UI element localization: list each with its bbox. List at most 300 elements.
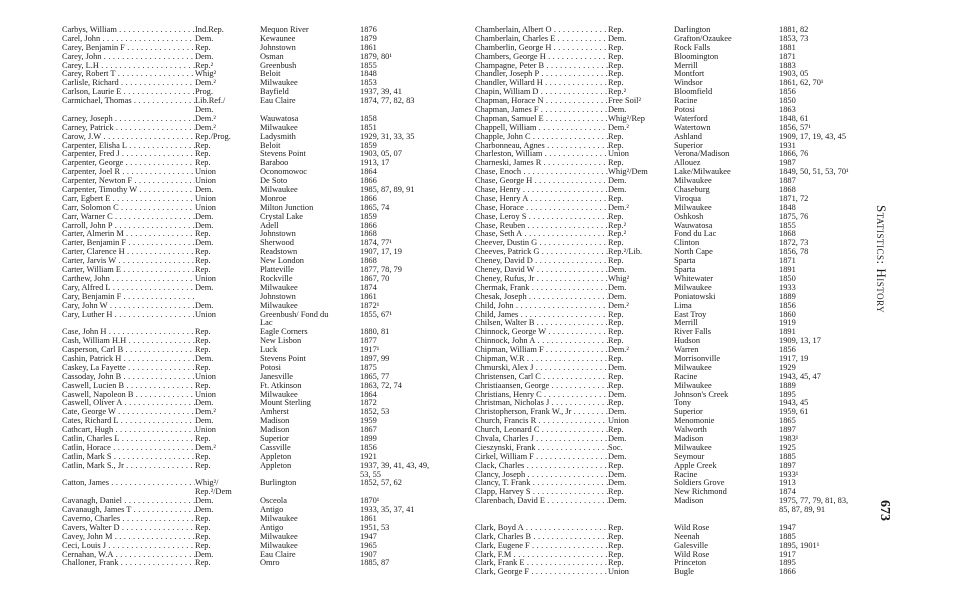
party: Rep.	[608, 559, 624, 568]
party: Rep.	[195, 541, 211, 550]
residence: Bugle	[674, 568, 695, 577]
party: Union	[195, 426, 216, 435]
residence: Potosi	[260, 363, 281, 372]
roster-row	[475, 97, 899, 106]
party: Dem.²	[195, 79, 216, 88]
party: Rep.²	[195, 61, 214, 70]
party: Rep.	[195, 337, 211, 346]
residence: Milwaukee	[260, 532, 298, 541]
roster-row	[62, 44, 478, 53]
years-served: 1947	[360, 532, 377, 541]
party: Rep.	[195, 328, 211, 337]
residence: Galesville	[674, 541, 708, 550]
years-served: 1852, 57, 62	[360, 479, 402, 488]
member-name: Carney, Patrick . . .	[62, 124, 195, 133]
roster-row	[475, 488, 899, 497]
member-name: Carpenter, Joel R . . .	[62, 168, 195, 177]
party: Free Soil²	[608, 97, 641, 106]
residence: Racine	[674, 470, 698, 479]
member-name: Chapman, James F . . .	[475, 106, 608, 115]
years-served: 1866	[779, 568, 796, 577]
member-name: Chinnock, John A . . .	[475, 337, 608, 346]
residence: Platteville	[260, 266, 294, 275]
residence: Sherwood	[260, 239, 294, 248]
member-name: Christians, Henry C . . .	[475, 391, 608, 400]
party: Union	[608, 417, 629, 426]
member-name: Carel, John . . .	[62, 35, 195, 44]
residence: Superior	[674, 408, 703, 417]
member-name: Charleston, William . . .	[475, 150, 608, 159]
residence: Lima	[674, 301, 692, 310]
party: Rep.	[608, 26, 624, 34]
member-name: Chase, Horace . . .	[475, 204, 608, 213]
years-served: 1985, 87, 89, 91	[360, 186, 415, 195]
years-served: 1937, 39, 41, 43, 49,	[360, 461, 430, 470]
years-served: 1885, 87	[360, 559, 390, 568]
member-name: Charneski, James R . . .	[475, 159, 608, 168]
years-served: 1877	[360, 337, 377, 346]
member-name: Cassoday, John B . . .	[62, 373, 195, 382]
party: Dem.²	[195, 114, 216, 123]
party: Rep.	[608, 52, 624, 61]
years-served: 1856, 57¹	[779, 123, 811, 132]
residence: Sparta	[674, 266, 696, 275]
roster-row	[475, 222, 899, 231]
residence	[260, 471, 360, 480]
years-served: 1885	[779, 532, 796, 541]
roster-row	[62, 195, 478, 204]
member-name: Caswell, Oliver A . . .	[62, 399, 195, 408]
member-name: Cheever, Dustin G . . .	[475, 239, 608, 248]
years-served: 1871	[779, 257, 796, 266]
member-name: Chase, Reuben . . .	[475, 222, 608, 231]
party: Union	[195, 274, 216, 283]
party: Rep.	[608, 319, 624, 328]
roster-row	[475, 70, 899, 79]
roster-row	[475, 408, 899, 417]
residence: Milwaukee	[260, 186, 298, 195]
residence: Milwaukee	[674, 177, 712, 186]
residence: Readstown	[260, 248, 298, 257]
years-served: 1864	[360, 168, 377, 177]
party: Rep.	[608, 141, 624, 150]
party: Union	[195, 203, 216, 212]
party: Rep.	[195, 346, 211, 355]
residence: Ft. Atkinson	[260, 381, 302, 390]
roster-row	[475, 337, 899, 346]
member-name: Carthew, John . . .	[62, 275, 195, 284]
roster-row	[62, 266, 478, 275]
party: Rep.	[608, 79, 624, 88]
roster-row	[475, 204, 899, 213]
member-name: Chamberlin, George H . . .	[475, 44, 608, 53]
party	[195, 471, 260, 480]
years-served: 1933¹	[779, 470, 799, 479]
years-served: 85, 87, 89, 91	[779, 506, 826, 515]
party: Dem.	[195, 497, 214, 506]
roster-row	[62, 88, 478, 97]
member-name: Carpenter, George . . .	[62, 159, 195, 168]
party: Dem.	[608, 408, 627, 417]
residence: Milwaukee	[260, 541, 298, 550]
years-served: 1871	[779, 52, 796, 61]
party: Whig²	[608, 274, 630, 283]
residence: Greenbush	[260, 61, 297, 70]
years-served: 1879, 80¹	[360, 52, 392, 61]
member-name: Chmurski, Alex J . . .	[475, 364, 608, 373]
member-name: Clark, Frank E . . .	[475, 559, 608, 568]
years-served: 1849, 50, 51, 53, 70¹	[779, 168, 849, 177]
party: Dem.	[608, 292, 627, 301]
party: Rep.	[608, 426, 624, 435]
residence: Watertown	[674, 123, 711, 132]
years-served: 1866, 76	[779, 150, 809, 159]
member-name: Chapin, William D . . .	[475, 88, 608, 97]
years-served: 1917	[779, 550, 796, 559]
residence: Luck	[260, 346, 278, 355]
roster-row	[475, 426, 899, 435]
residence: Chaseburg	[674, 186, 710, 195]
roster-row	[62, 133, 478, 142]
roster-row	[62, 79, 478, 88]
residence: Amherst	[260, 408, 289, 417]
member-name: Cheney, Rufus, Jr . . .	[475, 275, 608, 284]
years-served: 1850	[779, 274, 796, 283]
party: Rep.	[195, 434, 211, 443]
roster-row	[475, 266, 899, 275]
years-served: 1975, 77, 79, 81, 83,	[779, 497, 849, 506]
roster-row	[475, 417, 899, 426]
roster-row	[475, 453, 899, 462]
member-name: Carey, Benjamin F . . .	[62, 44, 195, 53]
member-name: Carpenter, Newton F . . .	[62, 177, 195, 186]
section-title: Statistics: History	[874, 205, 889, 314]
member-name: Challoner, Frank . . .	[62, 559, 195, 568]
party: Dem.	[608, 470, 627, 479]
roster-row	[475, 551, 899, 560]
member-name: Caverno, Charles . . .	[62, 515, 195, 524]
member-name: Carpenter, Fred J . . .	[62, 150, 195, 159]
member-name: Chermak, Frank . . .	[475, 284, 608, 293]
roster-row	[62, 168, 478, 177]
party: Dem.	[608, 363, 627, 372]
party: Dem.	[608, 479, 627, 488]
residence: Johnstown	[260, 292, 296, 301]
roster-row	[62, 35, 478, 44]
roster-row	[62, 142, 478, 151]
member-name: Chambers, George H . . .	[475, 53, 608, 62]
roster-row	[475, 177, 899, 186]
roster-row	[62, 97, 478, 106]
residence: Whitewater	[674, 274, 714, 283]
member-name: Caswell, Lucien B . . .	[62, 382, 195, 391]
years-served: 1848	[779, 203, 796, 212]
residence: Potosi	[674, 106, 695, 115]
party: Rep.	[608, 372, 624, 381]
party: Rep.	[608, 194, 624, 203]
years-served: 1909, 13, 17	[779, 337, 821, 346]
residence: Superior	[260, 434, 289, 443]
party: Rep.	[195, 559, 211, 568]
party: Rep.	[608, 328, 624, 337]
party: Rep.	[608, 212, 624, 221]
residence: River Falls	[674, 328, 711, 337]
residence: Milwaukee	[260, 123, 298, 132]
roster-row	[62, 204, 478, 213]
roster-row	[62, 62, 478, 71]
roster-row	[62, 515, 478, 524]
residence	[260, 488, 360, 497]
roster-row	[62, 408, 478, 417]
years-served	[360, 488, 478, 497]
member-name: Champagne, Peter B . . .	[475, 62, 608, 71]
party: Dem.²	[608, 301, 629, 310]
party: Ind.Rep.	[195, 26, 224, 34]
roster-row	[62, 337, 478, 346]
residence: Morrisonville	[674, 354, 721, 363]
residence: Milwaukee	[260, 79, 298, 88]
years-served: 1885	[779, 452, 796, 461]
roster-row	[62, 551, 478, 560]
years-served: 1861, 62, 70¹	[779, 79, 824, 88]
years-served: 1895, 1901¹	[779, 541, 820, 550]
roster-row	[475, 542, 899, 551]
years-served: 1903, 05	[779, 70, 809, 79]
residence: Clinton	[674, 239, 700, 248]
residence	[260, 106, 360, 115]
years-served: 1875, 76	[779, 212, 809, 221]
years-served: 1866	[360, 177, 377, 186]
roster-row	[62, 426, 478, 435]
years-served: 1859	[360, 141, 377, 150]
roster-row	[475, 213, 899, 222]
roster-row	[475, 524, 899, 533]
residence: Milwaukee	[260, 283, 298, 292]
member-name: Carlson, Laurie E . . .	[62, 88, 195, 97]
years-served: 1861	[360, 292, 377, 301]
roster-row	[62, 391, 478, 400]
party: Dem.	[195, 52, 214, 61]
years-served: 1907, 17, 19	[360, 248, 402, 257]
roster-row	[62, 115, 478, 124]
party: Rep./Prog.	[195, 132, 231, 141]
residence: Bloomfield	[674, 88, 713, 97]
years-served: 1881, 82	[779, 26, 809, 34]
member-name: Cheeves, Patrick G . . .	[475, 248, 608, 257]
party: Rep.	[608, 532, 624, 541]
party: Dem.	[195, 283, 214, 292]
residence: Milwaukee	[260, 301, 298, 310]
residence: Mount Sterling	[260, 399, 311, 408]
residence: Madison	[674, 497, 704, 506]
roster-row	[475, 150, 899, 159]
residence: New Lisbon	[260, 337, 302, 346]
years-served: 1858	[360, 114, 377, 123]
roster-row	[62, 275, 478, 284]
roster-row	[62, 106, 478, 115]
years-served: 1903, 05, 07	[360, 150, 402, 159]
residence: Milwaukee	[674, 443, 712, 452]
member-name: Cheney, David D . . .	[475, 257, 608, 266]
member-name: Chandler, Joseph P . . .	[475, 70, 608, 79]
member-name: Carey, John . . .	[62, 53, 195, 62]
years-served	[360, 106, 478, 115]
party: Dem.	[608, 497, 627, 506]
member-name: Carroll, John P . . .	[62, 222, 195, 231]
roster-row	[475, 106, 899, 115]
years-served: 1865	[779, 417, 796, 426]
roster-row	[475, 391, 899, 400]
years-served: 1951, 53	[360, 523, 390, 532]
residence: Eau Claire	[260, 97, 296, 106]
party: Rep.	[195, 514, 211, 523]
years-served: 1876	[360, 26, 377, 34]
years-served: 1852, 53	[360, 408, 390, 417]
roster-row	[475, 195, 899, 204]
residence: Bayfield	[260, 88, 289, 97]
roster-row	[475, 506, 899, 515]
years-served: 1880, 81	[360, 328, 390, 337]
party: Whig²/Dem	[608, 168, 648, 177]
years-served: 1867, 70	[360, 274, 390, 283]
roster-row	[62, 346, 478, 355]
roster-row	[62, 319, 478, 328]
residence: Antigo	[260, 506, 284, 515]
party: Rep.	[195, 257, 211, 266]
member-name: Clark, George F . . .	[475, 568, 608, 577]
party: Soc.	[608, 443, 623, 452]
roster-row	[475, 275, 899, 284]
member-name: Chilsen, Walter B . . .	[475, 319, 608, 328]
residence: Poniatowski	[674, 292, 716, 301]
roster-row	[62, 186, 478, 195]
residence: Warren	[674, 346, 699, 355]
years-served: 53, 55	[360, 470, 381, 479]
party: Rep.	[608, 381, 624, 390]
residence: Johnson's Creek	[674, 390, 729, 399]
residence: Milwaukee	[674, 203, 712, 212]
left-roster-column	[62, 26, 478, 568]
years-served: 1866	[360, 194, 377, 203]
roster-row	[62, 150, 478, 159]
party: Whig²	[195, 70, 217, 79]
party: Rep.	[608, 337, 624, 346]
member-name: Chase, Enoch . . .	[475, 168, 608, 177]
residence	[674, 506, 779, 515]
years-served: 1861	[360, 514, 377, 523]
residence: Sparta	[674, 257, 696, 266]
member-name: Chase, Henry . . .	[475, 186, 608, 195]
roster-row	[475, 399, 899, 408]
member-name: Cavers, Walter D . . .	[62, 524, 195, 533]
residence: Madison	[674, 434, 704, 443]
party: Dem.²	[608, 123, 629, 132]
roster-row	[475, 239, 899, 248]
residence: Soldiers Grove	[674, 479, 725, 488]
residence: Neenah	[674, 532, 700, 541]
roster-row	[62, 222, 478, 231]
member-name: Cary, Luther H . . .	[62, 311, 195, 320]
residence: Merrill	[674, 319, 698, 328]
party: Rep.	[195, 452, 211, 461]
residence: Milwaukee	[674, 363, 712, 372]
years-served: 1856	[779, 346, 796, 355]
roster-row	[475, 168, 899, 177]
party	[195, 293, 260, 302]
member-name: Chinnock, George W . . .	[475, 328, 608, 337]
member-name: Carr, Egbert E . . .	[62, 195, 195, 204]
residence: Racine	[674, 97, 698, 106]
roster-row	[475, 311, 899, 320]
member-name: Carr, Solomon C . . .	[62, 204, 195, 213]
member-name: Cirkel, William F . . .	[475, 453, 608, 462]
residence: East Troy	[674, 310, 707, 319]
residence: Burlington	[260, 479, 297, 488]
member-name: Christensen, Carl C . . .	[475, 373, 608, 382]
roster-row	[62, 284, 478, 293]
roster-row	[62, 124, 478, 133]
years-served: 1895	[779, 390, 796, 399]
years-served: 1887	[779, 177, 796, 186]
member-name: Carter, Jarvis W . . .	[62, 257, 195, 266]
residence: Adell	[260, 221, 279, 230]
roster-row	[62, 328, 478, 337]
member-name: Child, John . . .	[475, 302, 608, 311]
party: Dem.	[195, 221, 214, 230]
party: Union	[608, 150, 629, 159]
party: Rep.	[195, 532, 211, 541]
roster-row	[62, 70, 478, 79]
party: Rep.	[195, 363, 211, 372]
member-name: Chapple, John C . . .	[475, 133, 608, 142]
residence: Appleton	[260, 452, 292, 461]
residence: Monroe	[260, 194, 287, 203]
years-served: 1907	[360, 550, 377, 559]
residence: Milwaukee	[674, 381, 712, 390]
roster-row	[62, 399, 478, 408]
residence: Merrill	[674, 61, 698, 70]
years-served: 1875	[360, 363, 377, 372]
member-name: Chase, George H . . .	[475, 177, 608, 186]
years-served: 1897	[779, 426, 796, 435]
roster-row	[62, 355, 478, 364]
roster-row	[62, 239, 478, 248]
years-served: 1856	[779, 88, 796, 97]
residence: Omro	[260, 559, 280, 568]
years-served: 1929, 31, 33, 35	[360, 132, 415, 141]
years-served: 1874, 77¹	[360, 239, 392, 248]
residence: Baraboo	[260, 159, 289, 168]
residence: Grafton/Ozaukee	[674, 34, 732, 43]
years-served: 1889	[779, 292, 796, 301]
roster-row	[62, 453, 478, 462]
years-served: 1881	[779, 43, 796, 52]
residence: Appleton	[260, 461, 292, 470]
years-served: 1929	[779, 363, 796, 372]
residence: Kewaunee	[260, 34, 296, 43]
member-name: Chesak, Joseph . . .	[475, 293, 608, 302]
residence: Allouez	[674, 159, 701, 168]
years-served	[360, 319, 478, 328]
residence: Seymour	[674, 452, 705, 461]
party: Union	[195, 177, 216, 186]
years-served: 1879	[360, 34, 377, 43]
member-name: Chamberlain, Albert O . . .	[475, 26, 608, 35]
years-served: 1868	[360, 230, 377, 239]
residence	[674, 515, 779, 524]
roster-row	[475, 497, 899, 506]
residence: Bloomington	[674, 52, 719, 61]
